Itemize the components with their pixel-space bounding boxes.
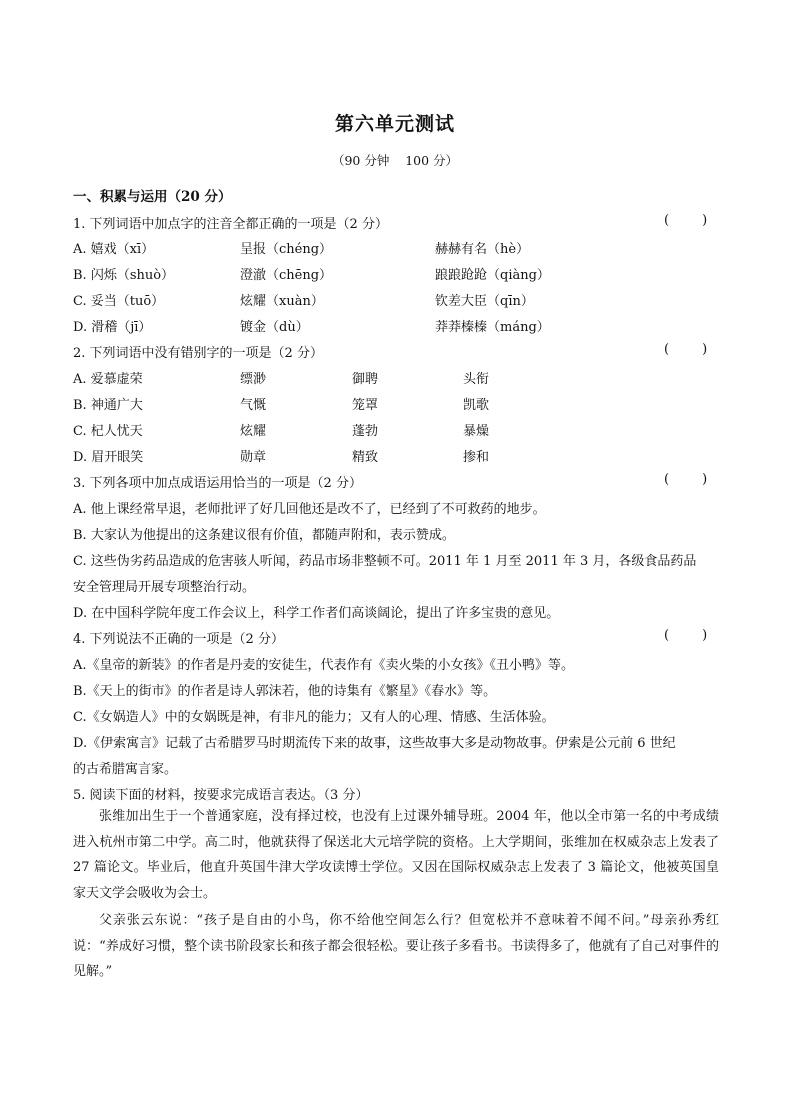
page-subtitle: （90 分钟 100 分） (331, 153, 459, 168)
q1-option-b-word-2: 澄澈（chēng） (240, 268, 333, 283)
section-heading: 一、积累与运用（20 分） (73, 189, 232, 205)
q4-option-a: A.《皇帝的新装》的作者是丹麦的安徒生，代表作有《卖火柴的小女孩》《丑小鸭》等。 (73, 658, 575, 673)
q1-option-d-word-2: 镀金（dù） (240, 320, 309, 335)
question-2-stem: 2. 下列词语中没有错别字的一项是（2 分） (73, 346, 323, 361)
q2-option-b: B. 神通广大 (73, 398, 143, 413)
question-4-stem: 4. 下列说法不正确的一项是（2 分） (73, 632, 284, 647)
q2-option-d-word-3: 精致 (352, 450, 379, 465)
q1-option-c-word-3: 钦差大臣（qīn） (435, 294, 534, 309)
answer-bracket-3: ( ) (664, 472, 708, 487)
q1-option-a: A. 嬉戏（xī） (73, 242, 155, 257)
q2-option-c: C. 杞人忧天 (73, 424, 143, 439)
q2-option-d-word-4: 掺和 (463, 450, 490, 465)
question-3-stem: 3. 下列各项中加点成语运用恰当的一项是（2 分） (73, 476, 362, 491)
q2-option-d-word-2: 勋章 (240, 450, 267, 465)
q3-option-a: A. 他上课经常早退，老师批评了好几回他还是改不了，已经到了不可救药的地步。 (73, 502, 546, 517)
q4-option-d-line-1: D.《伊索寓言》记载了古希腊罗马时期流传下来的故事，这些故事大多是动物故事。伊索是公元前 6 世纪 (73, 736, 676, 751)
q2-option-a: A. 爱慕虚荣 (73, 372, 143, 387)
q1-option-c: C. 妥当（tuō） (73, 294, 165, 309)
q1-option-a-word-2: 呈报（chéng） (240, 242, 333, 257)
q5-material-paragraph-2: 父亲张云东说：“孩子是自由的小鸟，你不给他空间怎么行？但宽松并不意味着不闻不问。”母亲孙秀红说：“养成好习惯，整个读书阶段家长和孩子都会很轻松。要让孩子多看书。书读得多了，他就有了自己对事件的见解。” (73, 913, 719, 979)
q2-option-d: D. 眉开眼笑 (73, 450, 144, 465)
q3-option-c-line-1: C. 这些伪劣药品造成的危害骇人听闻，药品市场非整顿不可。2011 年 1 月至 2011 年 3 月，各级食品药品 (73, 554, 697, 569)
q2-option-a-word-3: 御聘 (352, 372, 379, 387)
question-5-stem: 5. 阅读下面的材料，按要求完成语言表达。（3 分） (73, 788, 369, 803)
q5-material-paragraph-1: 张维加出生于一个普通家庭，没有择过校，也没有上过课外辅导班。2004 年，他以全市第一名的中考成绩进入杭州市第二中学。高二时，他就获得了保送北大元培学院的资格。上大学期间，张维加在权威杂志上发表了 27 篇论文。毕业后，他直升英国牛津大学攻读博士学位。又因在国际权威杂志上发表了 3 篇论文，他被英国皇家天文学会吸收为会士。 (73, 809, 719, 901)
q2-option-a-word-4: 头衔 (463, 372, 490, 387)
q1-option-c-word-2: 炫耀（xuàn） (240, 294, 324, 309)
q2-option-a-word-2: 缥渺 (240, 372, 267, 387)
q3-option-c-line-2: 安全管理局开展专项整治行动。 (73, 580, 256, 595)
q1-option-a-word-3: 赫赫有名（hè） (435, 242, 530, 257)
q3-option-b: B. 大家认为他提出的这条建议很有价值，都随声附和，表示赞成。 (73, 528, 455, 543)
answer-bracket-2: ( ) (664, 342, 708, 357)
answer-bracket-1: ( ) (664, 213, 708, 228)
page-title: 第六单元测试 (334, 113, 455, 135)
q1-option-b-word-3: 踉踉跄跄（qiàng） (435, 268, 550, 283)
q3-option-d: D. 在中国科学院年度工作会议上，科学工作者们高谈阔论，提出了许多宝贵的意见。 (73, 606, 560, 621)
answer-bracket-4: ( ) (664, 628, 708, 643)
q4-option-d-line-2: 的古希腊寓言家。 (73, 762, 178, 777)
q2-option-b-word-3: 笼罩 (352, 398, 379, 413)
q1-option-d-word-3: 莽莽榛榛（máng） (435, 320, 550, 335)
q1-option-d: D. 滑稽（jī） (73, 320, 152, 335)
q2-option-c-word-2: 炫耀 (240, 424, 267, 439)
q4-option-c: C.《女娲造人》中的女娲既是神，有非凡的能力；又有人的心理、情感、生活体验。 (73, 710, 555, 725)
q2-option-b-word-4: 凯歌 (463, 398, 490, 413)
q1-option-b: B. 闪烁（shuò） (73, 268, 175, 283)
q2-option-b-word-2: 气慨 (240, 398, 267, 413)
q4-option-b: B.《天上的街市》的作者是诗人郭沫若，他的诗集有《繁星》《春水》等。 (73, 684, 497, 699)
q2-option-c-word-3: 蓬勃 (352, 424, 379, 439)
question-1-stem: 1. 下列词语中加点字的注音全都正确的一项是（2 分） (73, 217, 388, 232)
q2-option-c-word-4: 暴燥 (463, 424, 490, 439)
